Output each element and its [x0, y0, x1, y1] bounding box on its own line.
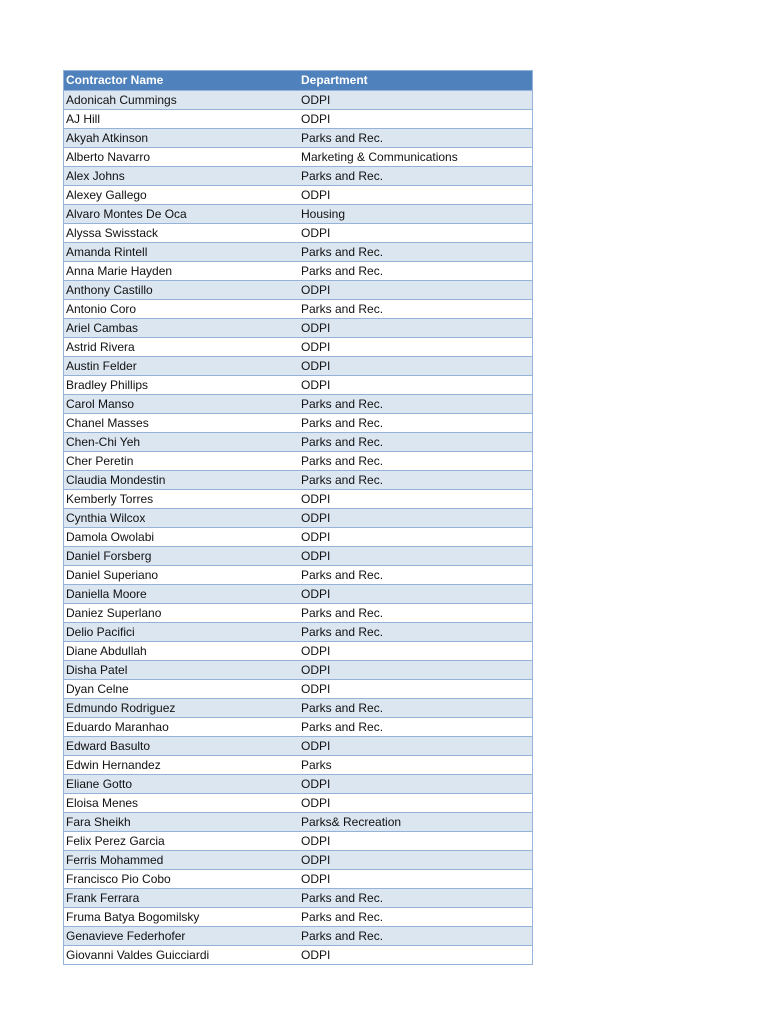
contractor-name-cell: Bradley Phillips [64, 375, 299, 394]
table-body [64, 90, 532, 964]
department-cell: Parks and Rec. [299, 242, 532, 261]
department-cell: ODPI [299, 869, 532, 888]
department-cell: Parks and Rec. [299, 261, 532, 280]
table-row [64, 299, 532, 318]
table-row [64, 546, 532, 565]
table-row [64, 223, 532, 242]
department-cell: Housing [299, 204, 532, 223]
table-row [64, 394, 532, 413]
contractor-name-cell: Edwin Hernandez [64, 755, 299, 774]
table-row [64, 147, 532, 166]
department-cell: Parks and Rec. [299, 470, 532, 489]
department-cell: ODPI [299, 660, 532, 679]
department-cell: ODPI [299, 356, 532, 375]
department-cell: Parks and Rec. [299, 394, 532, 413]
department-cell: ODPI [299, 90, 532, 109]
table-row [64, 565, 532, 584]
contractor-name-cell: Eliane Gotto [64, 774, 299, 793]
contractor-name-cell: Adonicah Cummings [64, 90, 299, 109]
department-cell: Parks and Rec. [299, 166, 532, 185]
table-row [64, 831, 532, 850]
department-cell: Parks and Rec. [299, 413, 532, 432]
table-row [64, 603, 532, 622]
contractor-name-cell: Ferris Mohammed [64, 850, 299, 869]
contractor-name-cell: Alberto Navarro [64, 147, 299, 166]
table-row [64, 641, 532, 660]
table-row [64, 698, 532, 717]
table-row [64, 432, 532, 451]
table-row [64, 584, 532, 603]
contractor-name-cell: Daniella Moore [64, 584, 299, 603]
department-cell: Parks and Rec. [299, 432, 532, 451]
table-row [64, 470, 532, 489]
table-row [64, 755, 532, 774]
department-cell: ODPI [299, 318, 532, 337]
department-cell: Parks and Rec. [299, 926, 532, 945]
contractor-name-cell: Akyah Atkinson [64, 128, 299, 147]
table-row [64, 413, 532, 432]
contractor-name-cell: Chanel Masses [64, 413, 299, 432]
table-row [64, 508, 532, 527]
contractor-name-cell: Ariel Cambas [64, 318, 299, 337]
department-cell: Marketing & Communications [299, 147, 532, 166]
department-cell: ODPI [299, 736, 532, 755]
contractor-name-cell: Edmundo Rodriguez [64, 698, 299, 717]
table-row [64, 451, 532, 470]
department-cell: ODPI [299, 679, 532, 698]
table-row [64, 793, 532, 812]
table-row [64, 888, 532, 907]
contractor-name-cell: Cher Peretin [64, 451, 299, 470]
department-cell: ODPI [299, 584, 532, 603]
department-cell: ODPI [299, 185, 532, 204]
contractor-table [64, 71, 532, 964]
contractor-name-cell: Anna Marie Hayden [64, 261, 299, 280]
table-row [64, 375, 532, 394]
contractor-name-cell: Antonio Coro [64, 299, 299, 318]
table-row [64, 261, 532, 280]
contractor-name-cell: Anthony Castillo [64, 280, 299, 299]
contractor-name-cell: Chen-Chi Yeh [64, 432, 299, 451]
table-row [64, 717, 532, 736]
contractor-name-cell: Alexey Gallego [64, 185, 299, 204]
department-cell: Parks and Rec. [299, 717, 532, 736]
department-cell: Parks and Rec. [299, 698, 532, 717]
contractor-name-cell: Daniel Forsberg [64, 546, 299, 565]
contractor-name-cell: Diane Abdullah [64, 641, 299, 660]
department-cell: ODPI [299, 850, 532, 869]
contractor-name-cell: Frank Ferrara [64, 888, 299, 907]
table-row [64, 945, 532, 964]
contractor-name-cell: Alvaro Montes De Oca [64, 204, 299, 223]
table-row [64, 166, 532, 185]
contractor-name-cell: Disha Patel [64, 660, 299, 679]
contractor-name-cell: Cynthia Wilcox [64, 508, 299, 527]
department-cell: ODPI [299, 109, 532, 128]
contractor-name-cell: Damola Owolabi [64, 527, 299, 546]
table-row [64, 774, 532, 793]
contractor-name-cell: AJ Hill [64, 109, 299, 128]
contractor-name-cell: Giovanni Valdes Guicciardi [64, 945, 299, 964]
department-cell: ODPI [299, 831, 532, 850]
department-cell: ODPI [299, 641, 532, 660]
department-cell: Parks and Rec. [299, 128, 532, 147]
table-header-row [64, 71, 532, 90]
table-row [64, 356, 532, 375]
table-row [64, 318, 532, 337]
table-row [64, 907, 532, 926]
contractor-name-cell: Austin Felder [64, 356, 299, 375]
table-row [64, 204, 532, 223]
contractor-name-cell: Astrid Rivera [64, 337, 299, 356]
contractor-name-cell: Francisco Pio Cobo [64, 869, 299, 888]
table-row [64, 90, 532, 109]
table-row [64, 679, 532, 698]
contractor-name-cell: Claudia Mondestin [64, 470, 299, 489]
table-row [64, 109, 532, 128]
table-row [64, 280, 532, 299]
contractor-name-cell: Eduardo Maranhao [64, 717, 299, 736]
table-row [64, 926, 532, 945]
contractor-name-cell: Dyan Celne [64, 679, 299, 698]
header-contractor-name: Contractor Name [64, 71, 299, 90]
department-cell: ODPI [299, 945, 532, 964]
table-row [64, 489, 532, 508]
department-cell: ODPI [299, 774, 532, 793]
department-cell: ODPI [299, 280, 532, 299]
contractor-table-container [63, 70, 533, 965]
table-row [64, 527, 532, 546]
contractor-name-cell: Felix Perez Garcia [64, 831, 299, 850]
department-cell: ODPI [299, 337, 532, 356]
department-cell: Parks [299, 755, 532, 774]
table-row [64, 660, 532, 679]
table-row [64, 242, 532, 261]
contractor-name-cell: Genavieve Federhofer [64, 926, 299, 945]
department-cell: ODPI [299, 546, 532, 565]
department-cell: Parks and Rec. [299, 565, 532, 584]
contractor-name-cell: Eloisa Menes [64, 793, 299, 812]
contractor-name-cell: Daniez Superlano [64, 603, 299, 622]
contractor-name-cell: Alyssa Swisstack [64, 223, 299, 242]
department-cell: Parks and Rec. [299, 603, 532, 622]
department-cell: Parks and Rec. [299, 622, 532, 641]
department-cell: Parks and Rec. [299, 451, 532, 470]
table-row [64, 185, 532, 204]
department-cell: ODPI [299, 793, 532, 812]
department-cell: ODPI [299, 375, 532, 394]
contractor-name-cell: Delio Pacifici [64, 622, 299, 641]
table-row [64, 337, 532, 356]
department-cell: Parks and Rec. [299, 907, 532, 926]
contractor-name-cell: Fara Sheikh [64, 812, 299, 831]
department-cell: ODPI [299, 223, 532, 242]
table-row [64, 128, 532, 147]
department-cell: ODPI [299, 508, 532, 527]
department-cell: ODPI [299, 527, 532, 546]
contractor-name-cell: Fruma Batya Bogomilsky [64, 907, 299, 926]
table-row [64, 850, 532, 869]
table-row [64, 622, 532, 641]
table-row [64, 736, 532, 755]
contractor-name-cell: Amanda Rintell [64, 242, 299, 261]
contractor-name-cell: Alex Johns [64, 166, 299, 185]
department-cell: Parks and Rec. [299, 299, 532, 318]
contractor-name-cell: Daniel Superiano [64, 565, 299, 584]
contractor-name-cell: Kemberly Torres [64, 489, 299, 508]
table-row [64, 869, 532, 888]
department-cell: Parks& Recreation [299, 812, 532, 831]
department-cell: Parks and Rec. [299, 888, 532, 907]
contractor-name-cell: Edward Basulto [64, 736, 299, 755]
contractor-name-cell: Carol Manso [64, 394, 299, 413]
department-cell: ODPI [299, 489, 532, 508]
table-row [64, 812, 532, 831]
header-department: Department [299, 71, 532, 90]
